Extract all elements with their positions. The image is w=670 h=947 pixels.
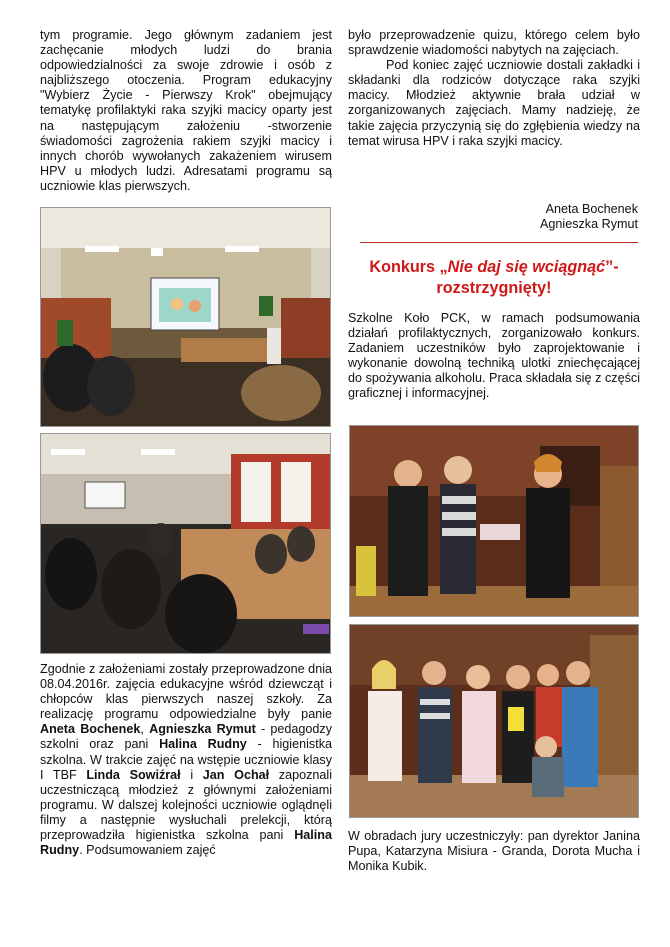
headline-line-1 bbox=[348, 257, 640, 278]
text-segment: - pedagodzy szkolni oraz pani bbox=[40, 722, 332, 752]
article-paragraph: W obradach jury uczestniczyły: pan dyrektor Janina Pupa, Katarzyna Misiura - Granda, Dorota Mucha i Monika Kubik. bbox=[348, 829, 640, 874]
contest-text-block bbox=[348, 311, 640, 402]
headline-title: Nie daj się wciągnąć bbox=[447, 258, 606, 276]
award-presentation-image bbox=[350, 426, 638, 616]
article-signature bbox=[540, 202, 638, 232]
person-name: Jan Ochał bbox=[202, 767, 270, 782]
left-column-bottom bbox=[40, 662, 332, 858]
contest-headline bbox=[348, 257, 640, 299]
signature-name: Aneta Bochenek bbox=[545, 202, 638, 216]
photo-award-presentation bbox=[349, 425, 639, 617]
group-participants-image bbox=[350, 625, 638, 817]
photo-group-participants bbox=[349, 624, 639, 818]
article-paragraph-report bbox=[40, 662, 332, 858]
article-paragraph: było przeprowadzenie quizu, którego celem było sprawdzenie wiadomości nabytych na zajęciach. bbox=[348, 28, 640, 58]
lecture-hall-image bbox=[41, 434, 330, 653]
headline-suffix: ”- bbox=[605, 258, 619, 276]
article-paragraph: Pod koniec zajęć uczniowie dostali zakładki i składanki dla rodziców dotyczące raka szyjki macicy. Młodzież aktywnie brała udział w zorganizowanych zajęciach. Mamy nadzieję, że takie zajęcia przyczynią się do zgłębienia wiedzy na temat wirusa HPV i raka szyjki macicy. bbox=[348, 58, 640, 148]
section-divider bbox=[360, 242, 638, 243]
photo-classroom-projector bbox=[40, 207, 331, 427]
jury-text-block bbox=[348, 829, 640, 874]
person-name: Linda Sowiźrał bbox=[86, 767, 181, 782]
person-name: Halina Rudny bbox=[159, 737, 247, 752]
person-name: Halina Rudny bbox=[40, 828, 332, 858]
text-segment: zapoznali uczestniczącą młodzież z głównymi założeniami programu. W dalszej kolejności uczniowie oglądnęli filmy a następnie wysłuchali prelekcji, którą przeprowadziła higienistka szkolna pani bbox=[40, 767, 333, 843]
text-segment: . Podsumowaniem zajęć bbox=[79, 843, 216, 858]
headline-line-2: rozstrzygnięty! bbox=[436, 279, 552, 297]
person-name: Aneta Bochenek bbox=[40, 722, 141, 737]
right-column-top bbox=[348, 28, 640, 149]
signature-name: Agnieszka Rymut bbox=[540, 217, 638, 232]
text-segment: , bbox=[140, 722, 150, 737]
headline-prefix: Konkurs „ bbox=[369, 258, 448, 276]
text-segment: - higienistka szkolna. W trakcie zajęć na wstępie uczniowie klasy I TBF bbox=[40, 737, 332, 782]
person-name: Agnieszka Rymut bbox=[149, 722, 256, 737]
text-segment: i bbox=[180, 767, 203, 782]
article-paragraph: tym programie. Jego głównym zadaniem jest zachęcanie młodych ludzi do brania odpowiedzialności za swoje zdrowie i osób z najbliższego otoczenia. Program edukacyjny "Wybierz Życie - Pierwszy Krok" obejmujący tematykę profilaktyki raka szyjki macicy oparty jest na następującym założeniu -stworzenie świadomości zagrożenia rakiem szyjki macicy i innych chorób wywołanych zakażeniem wirusem HPV u młodych ludzi. Adresatami programu są uczniowie klas pierwszych. bbox=[40, 28, 332, 193]
text-segment: Zgodnie z założeniami zostały przeprowadzone dnia 08.04.2016r. zajęcia edukacyjne wśród dziewcząt i chłopców klas pierwszych naszej szkoły. Za realizację programu odpowiedzialne były panie bbox=[40, 662, 332, 722]
article-paragraph: Szkolne Koło PCK, w ramach podsumowania działań profilaktycznych, zorganizowało konkurs. Zadaniem uczestników było zaprojektowanie i wykonanie dowolną techniką ulotki zniechęcającej do spożywania alkoholu. Praca składała się z części graficznej i informacyjnej. bbox=[348, 311, 640, 401]
left-column-top bbox=[40, 28, 332, 194]
classroom-projector-image bbox=[41, 208, 330, 426]
photo-lecture-hall bbox=[40, 433, 331, 654]
